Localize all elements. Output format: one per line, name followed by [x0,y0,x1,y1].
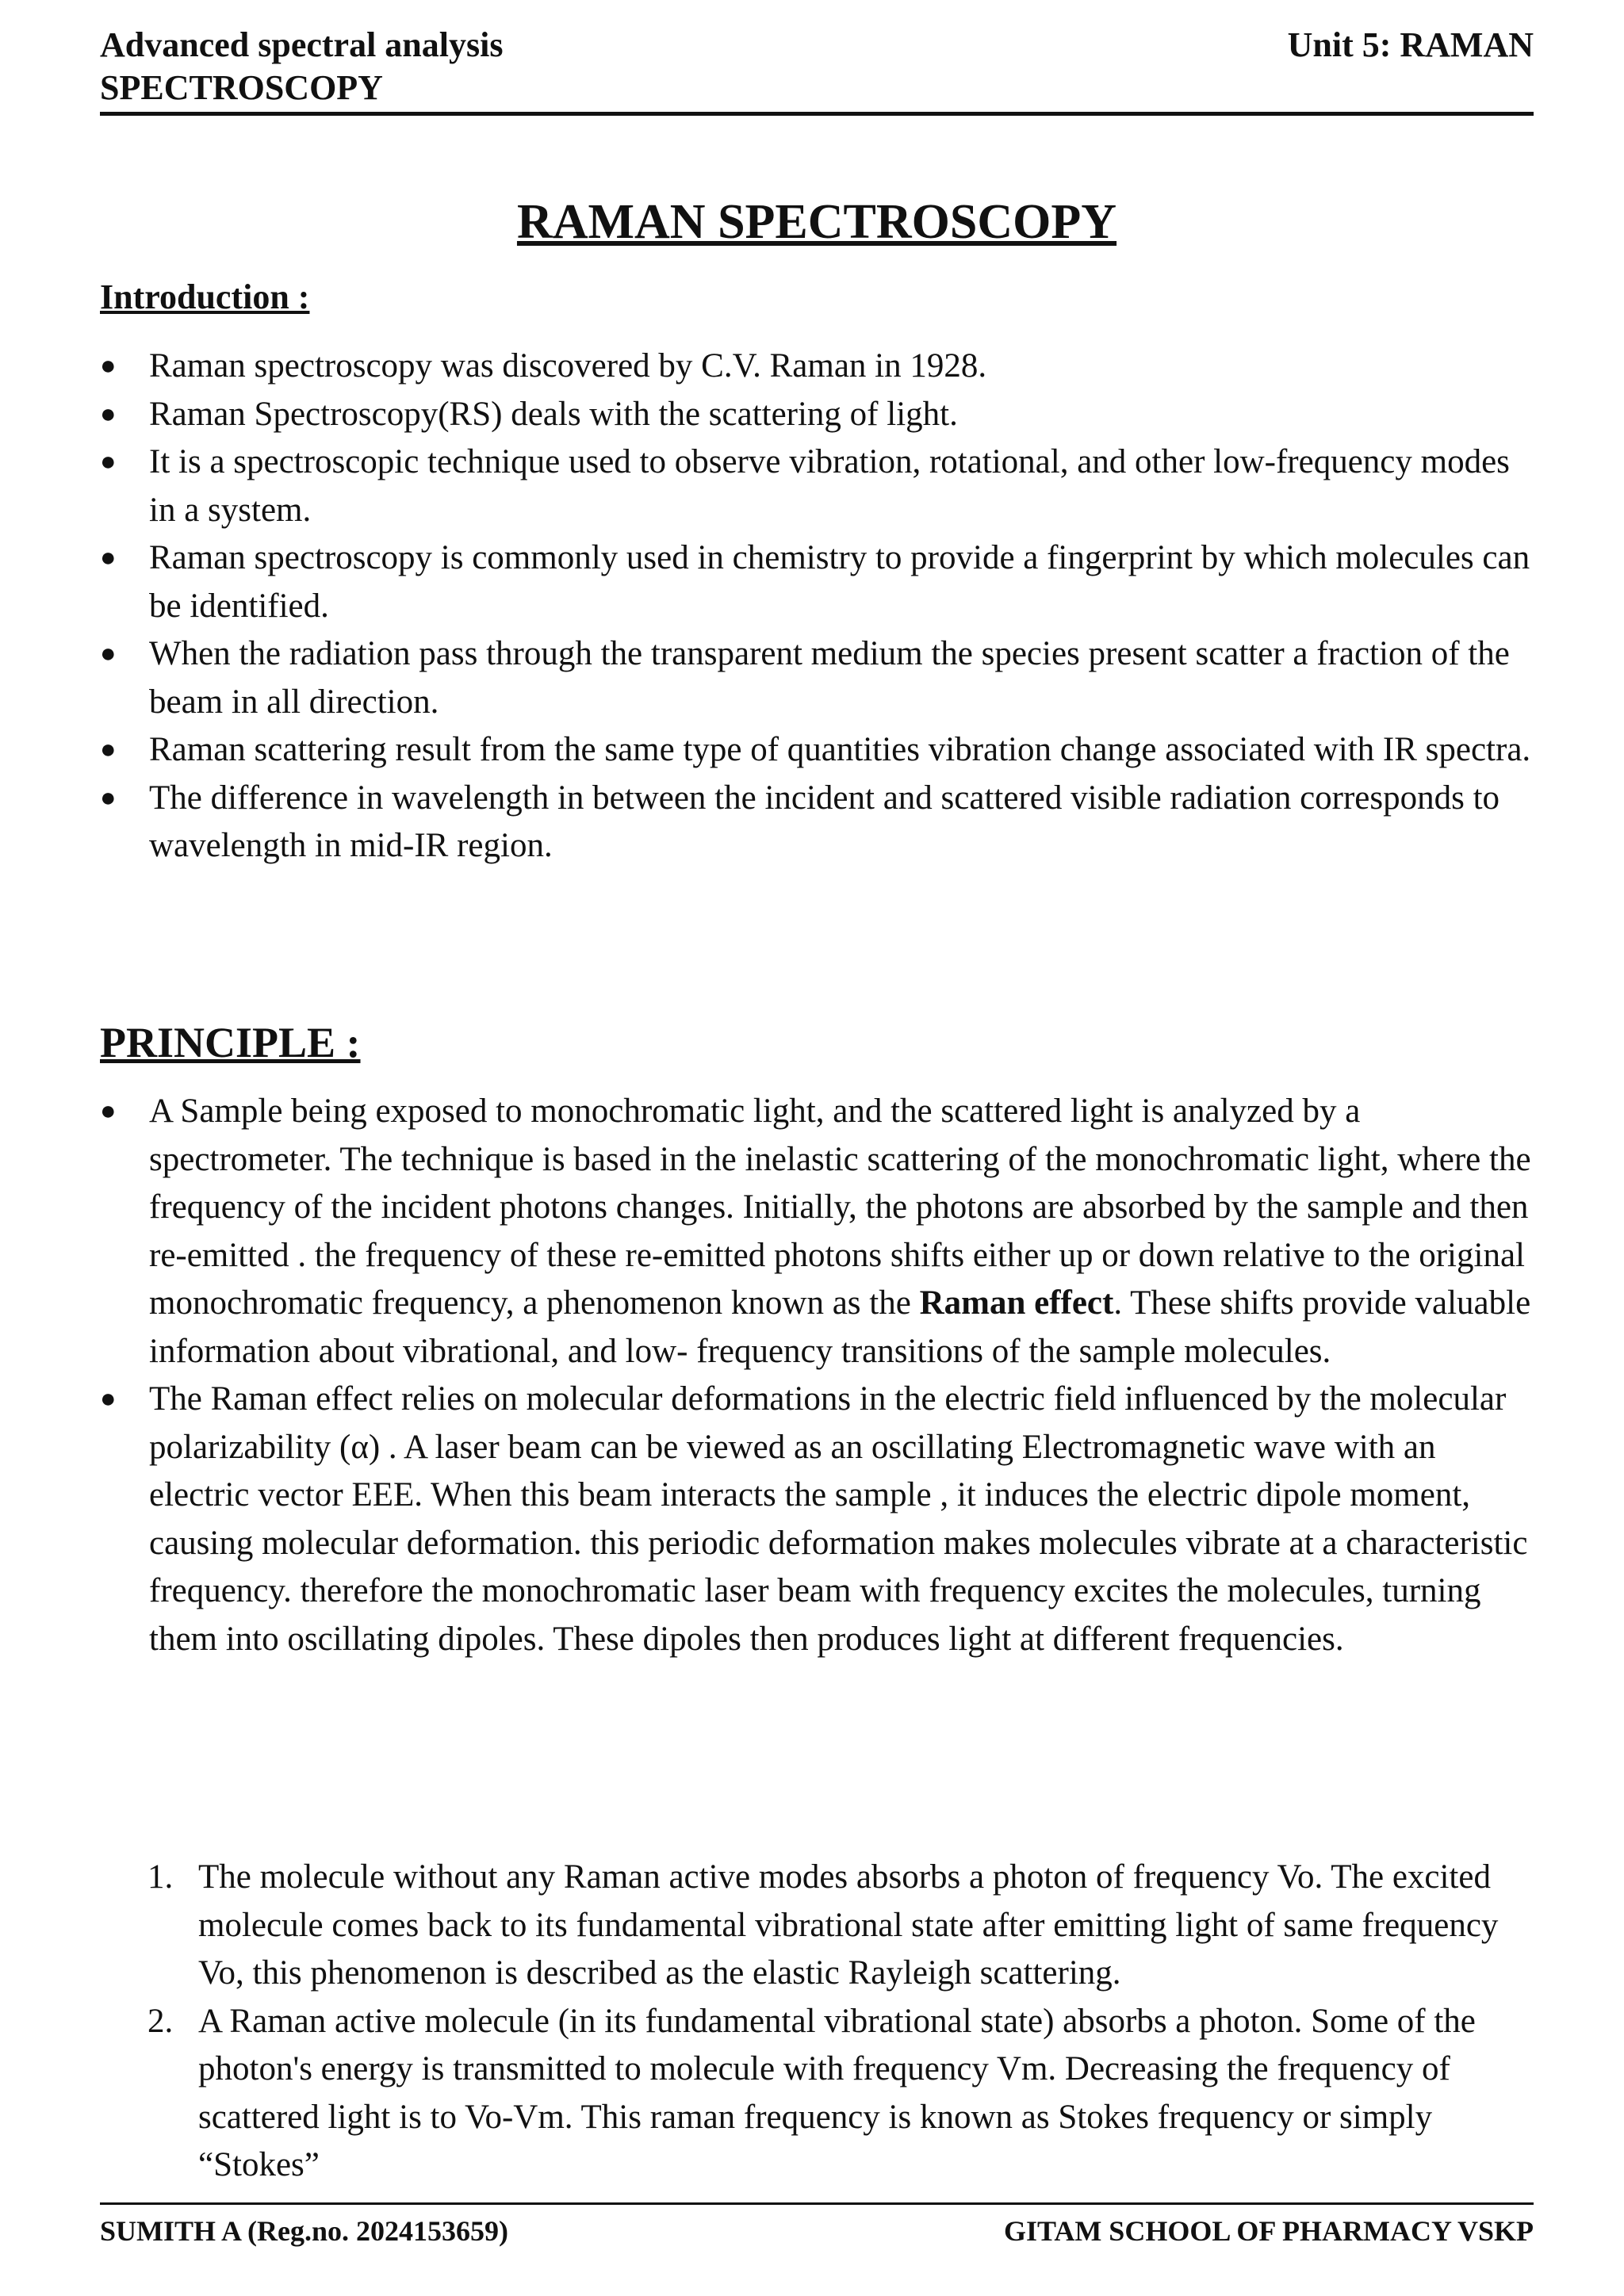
bullet-icon: ● [100,639,117,668]
principle-text-start: A Sample being exposed to monochromatic light, and the scattered light is analyzed by a spectrometer. The technique is based in the inelastic scattering of the monochromatic light, where the frequency of the incident photons changes. Initially, the photons are absorbed by the sample and then re-emitted . the frequency of these re-emitted photons shifts either up or down relative to the original monochromatic frequency, a phenomenon known as the [149,1093,1531,1322]
bullet-icon: ● [100,783,117,813]
list-item-text: It is a spectroscopic technique used to observe vibration, rotational, and other low-frequency modes in a system. [149,443,1510,529]
list-item [100,534,1543,630]
header-course-line2: SPECTROSCOPY [100,68,383,107]
page-header [100,24,1534,114]
footer-divider [100,2202,1534,2205]
list-item-text: When the radiation pass through the transparent medium the species present scatter a fraction of the beam in all direction. [149,635,1510,721]
page-title: RAMAN SPECTROSCOPY [516,195,1117,249]
list-item [100,1088,1543,1376]
header-unit: Unit 5: RAMAN [1287,25,1534,64]
list-item [100,438,1543,534]
list-item [100,775,1543,871]
bullet-icon: ● [100,447,117,476]
list-item-text: Raman spectroscopy was discovered by C.V. Raman in 1928. [149,347,987,385]
numbered-list [147,1854,1543,2190]
footer-institution: GITAM SCHOOL OF PHARMACY VSKP [1003,2215,1534,2247]
list-item-text: Raman spectroscopy is commonly used in chemistry to provide a fingerprint by which molecules can be identified. [149,539,1530,625]
numbered-item-text: The molecule without any Raman active modes absorbs a photon of frequency Vo. The excited molecule comes back to its fundamental vibrational state after emitting light of same frequency Vo, this phenomenon is described as the elastic Rayleigh scattering. [198,1858,1499,1992]
header-course-line1: Advanced spectral analysis [100,25,504,64]
numbered-item-text: A Raman active molecule (in its fundamental vibrational state) absorbs a photon. Some of the photon's energy is transmitted to molecule with frequency Vm. Decreasing the frequency of scattered light is to Vo-Vm. This raman frequency is known as Stokes frequency or simply “Stokes” [198,2002,1476,2183]
list-item [100,391,1543,439]
numbered-item [147,1854,1543,1998]
bullet-icon: ● [100,543,117,572]
list-item [100,726,1543,775]
principle-text-end: . These shifts provide valuable information about vibrational, and low- frequency transitions of the sample molecules. [149,1284,1531,1370]
page-footer [100,2212,1534,2252]
raman-effect-term: Raman effect [919,1284,1114,1322]
principle-heading: PRINCIPLE : [100,1019,361,1066]
list-item [100,342,1543,391]
list-item-text: The Raman effect relies on molecular deformations in the electric field influenced by the molecular polarizability (α) . A laser beam can be viewed as an oscillating Electromagnetic wave with an electric vector EEE. When this beam interacts the sample , it induces the electric dipole moment, causing molecular deformation. this periodic deformation makes molecules vibrate at a characteristic frequency. therefore the monochromatic laser beam with frequency excites the molecules, turning them into oscillating dipoles. These dipoles then produces light at different frequencies. [149,1380,1528,1658]
numbered-item [147,1998,1543,2190]
list-item-text: The difference in wavelength in between the incident and scattered visible radiation corresponds to wavelength in mid-IR region. [149,779,1500,864]
bullet-icon: ● [100,735,117,764]
list-item [100,1376,1543,1663]
item-number: 1. [147,1858,174,1896]
item-number: 2. [147,2002,174,2040]
header-divider [100,112,1534,116]
footer-author: SUMITH A (Reg.no. 2024153659) [100,2215,509,2247]
introduction-list [100,342,1543,871]
bullet-icon: ● [100,399,117,429]
bullet-icon: ● [100,1384,117,1414]
bullet-icon: ● [100,351,117,381]
list-item-text: Raman Spectroscopy(RS) deals with the scattering of light. [149,395,958,433]
introduction-heading: Introduction : [100,277,310,316]
list-item-text: Raman scattering result from the same type of quantities vibration change associated with IR spectra. [149,731,1531,768]
header-course [100,24,503,109]
principle-list [100,1088,1543,1663]
list-item [100,630,1543,726]
bullet-icon: ● [100,1096,117,1126]
